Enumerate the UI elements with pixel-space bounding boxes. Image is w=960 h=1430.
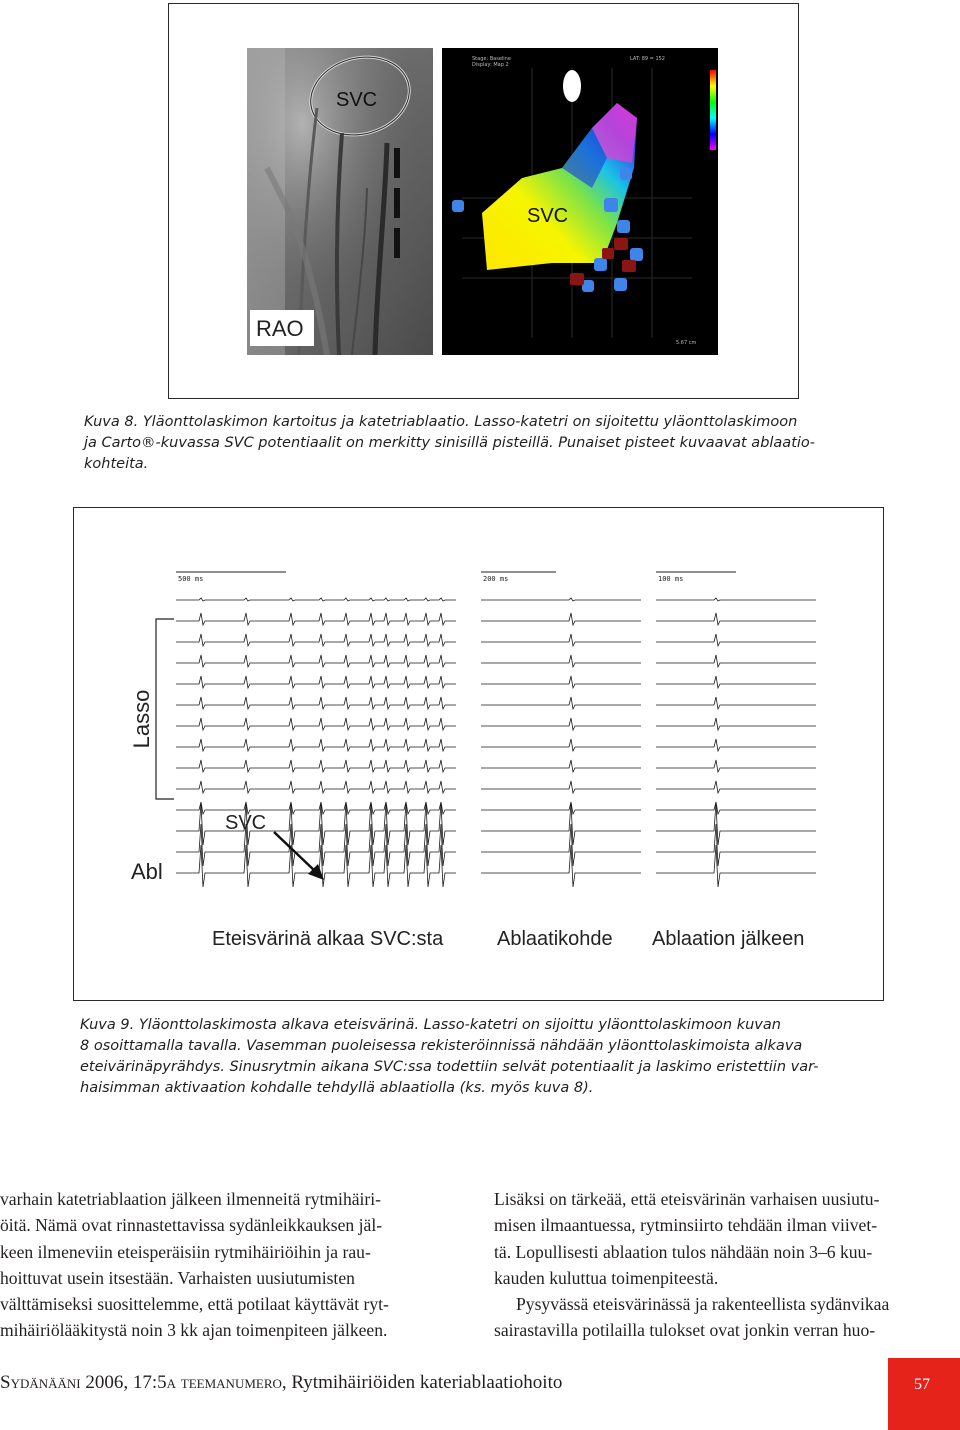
svc-label-fluoro: SVC [336,89,378,111]
figure-9-caption-line: 8 osoittamalla tavalla. Vasemman puoleisessa rekisteröinnissä nähdään yläonttolaskimoista alkava [80,1038,803,1054]
ecg-trace [656,802,816,814]
body-line: varhain katetriablaation jälkeen ilmenneitä rytmihäiri- [0,1189,382,1209]
ecg-trace [481,760,641,772]
abl-label: Abl [131,859,163,884]
ecg-trace [176,697,456,709]
svg-text:Display: Map 2: Display: Map 2 [472,62,509,68]
svg-text:5.67 cm: 5.67 cm [676,340,697,346]
footer-citation [0,1372,562,1394]
body-line: keen ilmeneviin eteisperäisiin rytmihäiriöihin ja rau- [0,1241,371,1262]
page-number: 57 [914,1376,930,1393]
figure-9-caption-line: Kuva 9. Yläonttolaskimosta alkava eteisvärinä. Lasso-katetri on sijoittu yläonttolaskimoon kuvan [80,1017,781,1033]
scale-label: 200 ms [483,575,509,583]
ecg-trace [176,598,456,601]
ecg-trace [481,613,641,625]
left-column [0,1186,462,1344]
ecg-trace [176,718,456,730]
ecg-trace [656,803,816,845]
ecg-trace [176,802,456,814]
body-line: hoittuvat usein itsestään. Varhaisten uusiutumisten [0,1267,355,1288]
ecg-trace [481,739,641,751]
ecg-trace [481,598,641,601]
right-column [494,1186,954,1344]
figure-8-caption [84,412,904,475]
svc-label-ecg: SVC [225,812,267,834]
body-line: Pysyvässä eteisvärinässä ja rakenteellista sydänvikaa [516,1294,890,1315]
ecg-trace [481,676,641,688]
ecg-trace [176,613,456,625]
ecg-trace [481,697,641,709]
body-line: sairastavilla potilailla tulokset ovat jonkin verran huo- [494,1320,876,1341]
ecg-trace [176,824,456,866]
body-line: tä. Lopullisesti ablaation tulos nähdään noin 3–6 kuu- [494,1241,873,1262]
lasso-label: Lasso [129,689,154,749]
ecg-trace [176,676,456,688]
scale-label: 500 ms [178,575,204,583]
ecg-trace [481,634,641,646]
body-line: öitä. Nämä ovat rinnastettavissa sydänleikkauksen jäl- [0,1215,383,1236]
ecg-trace [481,655,641,667]
footer-journal: Sydänääni 2006, 17:5a teemanumero, [0,1372,287,1393]
body-line: mihäiriölääkitystä noin 3 kk ajan toimenpiteen jälkeen. [0,1320,388,1341]
ecg-trace [656,781,816,793]
panel-title-after-ablation: Ablaation jälkeen [652,928,805,950]
ecg-trace [176,634,456,646]
ecg-trace [656,655,816,667]
lasso-bracket [154,618,176,800]
ecg-trace [656,739,816,751]
ecg-trace [656,634,816,646]
ecg-trace [176,760,456,772]
ecg-trace [656,598,816,601]
body-line: välttämiseksi suosittelemme, että potilaat käyttävät ryt- [0,1294,389,1315]
ecg-trace [481,802,641,814]
carto-map-image [442,48,718,355]
body-line: kauden kuluttua toimenpiteestä. [494,1267,719,1288]
ecg-trace [176,739,456,751]
ecg-tracings [176,560,816,910]
panel-title-onset: Eteisvärinä alkaa SVC:sta [212,928,444,950]
figure-9-caption [80,1015,895,1099]
panel-title-ablation-site: Ablaatikohde [497,928,613,950]
ecg-trace [176,655,456,667]
figure-9-caption-line: haisimman aktivaation kohdalle tehdyllä ablaatiolla (ks. myös kuva 8). [80,1080,594,1096]
body-line: misen ilmaantuessa, rytminsiirto tehdään ilman viivet- [494,1215,878,1236]
ecg-trace [176,781,456,793]
svg-text:Stage: Baseline: Stage: Baseline [472,56,511,62]
rao-label: RAO [256,316,304,341]
ecg-trace [481,718,641,730]
scale-label: 100 ms [658,575,684,583]
footer-article-title: Rytmihäiriöiden kateriablaatiohoito [286,1372,563,1393]
page-number-box [888,1358,960,1430]
ecg-trace [481,781,641,793]
figure-8-caption-line: kohteita. [84,456,149,472]
ecg-trace [481,803,641,845]
ecg-trace [656,845,816,887]
figure-9-caption-line: eteivärinäpyrähdys. Sinusrytmin aikana SVC:ssa todettiin selvät potentiaalit ja laskimo eristettiin var- [80,1059,819,1075]
ecg-trace [656,697,816,709]
ecg-trace [656,760,816,772]
ecg-trace [656,824,816,866]
ecg-trace [656,676,816,688]
svc-label-carto: SVC [527,205,569,227]
body-line: Lisäksi on tärkeää, että eteisvärinän varhaisen uusiutu- [494,1189,880,1209]
ecg-trace [656,718,816,730]
figure-8-caption-line: ja Carto®-kuvassa SVC potentiaalit on merkitty sinisillä pisteillä. Punaiset pisteet kuvaavat ablaatio- [84,435,816,451]
ecg-trace [481,824,641,866]
figure-8-caption-line: Kuva 8. Yläonttolaskimon kartoitus ja katetriablaatio. Lasso-katetri on sijoitettu yläonttolaskimoon [84,414,798,430]
ecg-trace [481,845,641,887]
svg-text:LAT: 89 = 152: LAT: 89 = 152 [630,56,665,62]
ecg-trace [656,613,816,625]
ecg-trace [176,803,456,845]
